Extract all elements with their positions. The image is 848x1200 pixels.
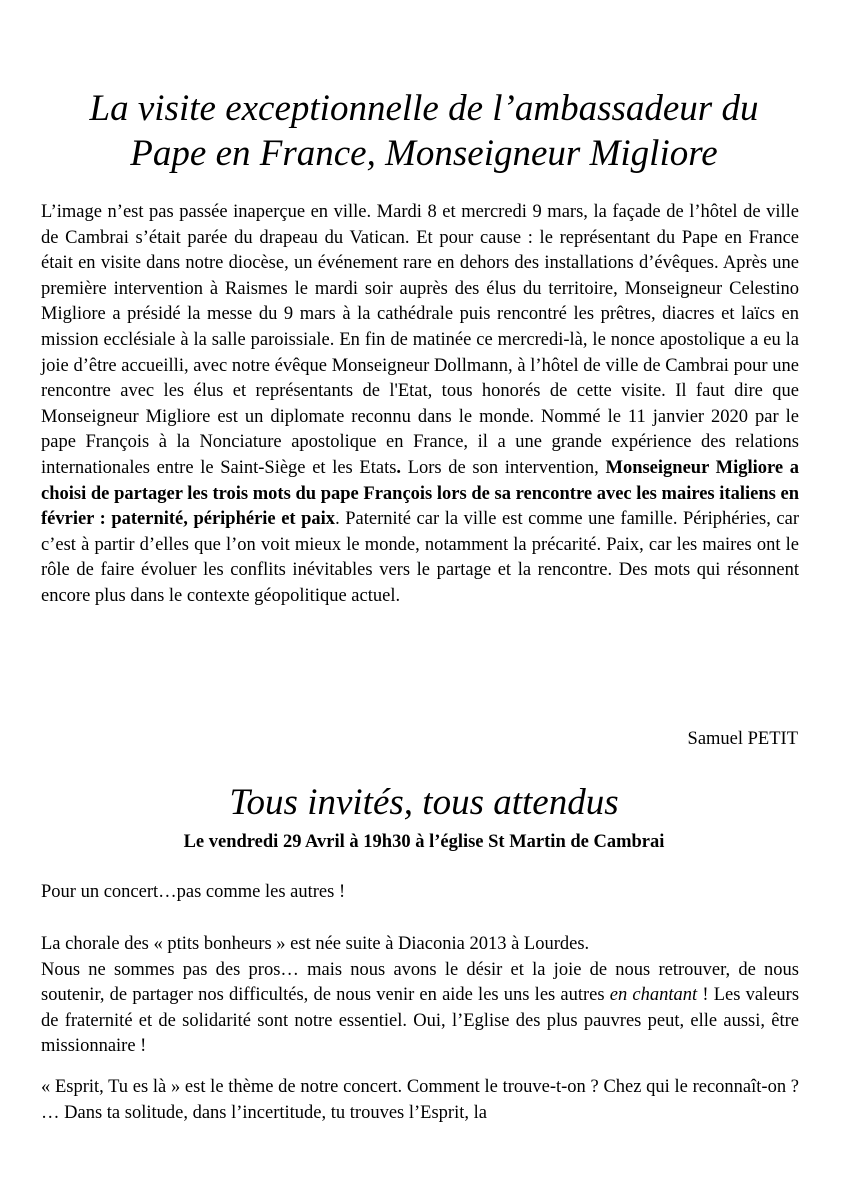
article-body-text-3: . Paternité car la ville est comme une famille. Périphéries, car c’est à partir d’elles que l’on voit mieux le monde, notamment la précarité. Paix, car les maires ont le rôle de faire évoluer les conflits inévitables vers le partage et la rencontre. Des mots qui résonnent encore plus dans le contexte géopolitique actuel.: [41, 509, 799, 606]
article-body-text: L’image n’est pas passée inaperçue en ville. Mardi 8 et mercredi 9 mars, la façade de l’hôtel de ville de Cambrai s’était parée du drapeau du Vatican. Et pour cause : le représentant du Pape en France était en visite dans notre diocèse, un événement rare en dehors des installations d’évêques. Après une première intervention à Raismes le mardi soir auprès des élus du territoire, Monseigneur Celestino Migliore a présidé la messe du 9 mars à la cathédrale puis rencontré les prêtres, diacres et laïcs en mission ecclésiale à la salle paroissiale. En fin de matinée ce mercredi-là, le nonce apostolique a eu la joie d’être accueilli, avec notre évêque Monseigneur Dollmann, à l’hôtel de ville de Cambrai pour une rencontre avec les élus et représentants de l'Etat, tous honorés de cette visite. Il faut dire que Monseigneur Migliore est un diplomate reconnu dans le monde. Nommé le 11 janvier 2020 par le pape François à la Nonciature apostolique en France, il a une grande expérience des relations internationales entre le Saint-Siège et les Etats: [41, 202, 799, 478]
article-body-dot: .: [396, 457, 402, 478]
concert-paragraph-text: Nous ne sommes pas des pros… mais nous avons le désir et la joie de nous retrouver, de nous soutenir, de partager nos difficultés, de nous venir en aide les uns les autres: [41, 959, 799, 1005]
article-body: [41, 200, 799, 610]
article-title-line2: Pape en France, Monseigneur Migliore: [130, 133, 718, 174]
concert-paragraph-line1: La chorale des « ptits bonheurs » est née suite à Diaconia 2013 à Lourdes.: [41, 934, 590, 954]
concert-title: Tous invités, tous attendus: [229, 782, 619, 823]
article-title: [30, 86, 818, 176]
article-author: Samuel PETIT: [687, 729, 798, 749]
article-title-line1: La visite exceptionnelle de l’ambassadeur du: [89, 88, 759, 129]
concert-paragraph: [41, 932, 799, 1060]
concert-paragraph-text-2: ! Les valeurs de fraternité et de solidarité sont notre essentiel. Oui, l’Eglise des plus pauvres peut, elle aussi, être missionnaire !: [41, 985, 800, 1056]
concert-intro: Pour un concert…pas comme les autres !: [41, 882, 346, 902]
concert-subtitle: Le vendredi 29 Avril à 19h30 à l’église St Martin de Cambrai: [183, 832, 665, 852]
article-body-bold: Monseigneur Migliore a choisi de partager les trois mots du pape François lors de sa rencontre avec les maires italiens en février : paternité, périphérie et paix: [41, 457, 800, 530]
concert-theme-paragraph: « Esprit, Tu es là » est le thème de notre concert. Comment le trouve-t-on ? Chez qui le reconnaît-on ? … Dans ta solitude, dans l’incertitude, tu trouves l’Esprit, la: [41, 1077, 799, 1123]
concert-paragraph-em: en chantant: [609, 985, 698, 1005]
article-body-text-2: Lors de son intervention,: [401, 457, 606, 478]
